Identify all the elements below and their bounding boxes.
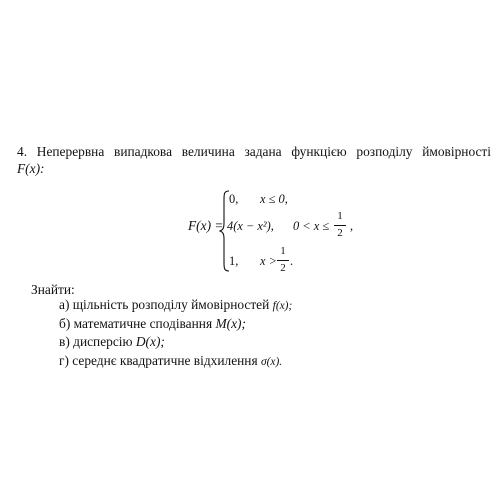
problem-text: Неперервна випадкова величина задана функцією розподілу ймовірності — [36, 144, 491, 159]
find-item-label: а) щільність розподілу ймовірностей — [59, 297, 270, 312]
case3-frac-bar — [277, 260, 289, 261]
case3-tail: . — [290, 254, 294, 268]
find-item-symbol: σ(x). — [261, 355, 283, 368]
case2-value: 4(x − x²), — [227, 219, 274, 233]
case3-condition: x > — [260, 254, 277, 268]
case2-condition: 0 < x ≤ — [293, 219, 330, 233]
problem-number: 4. — [17, 144, 28, 159]
distribution-function-name: F(x): — [17, 161, 45, 176]
formula-lhs: F(x) = — [188, 218, 224, 233]
problem-statement — [17, 143, 491, 160]
find-item-label: г) середнє квадратичне відхилення — [59, 352, 258, 368]
case1-value: 0, — [229, 192, 239, 206]
find-item-label: б) математичне сподівання — [59, 316, 213, 332]
case2-frac-bar — [334, 225, 346, 226]
find-item-symbol: f(x); — [272, 300, 293, 312]
case1-condition: x ≤ 0, — [260, 192, 288, 206]
case3-value: 1, — [229, 254, 239, 268]
left-brace-icon — [219, 190, 231, 272]
case2-frac-denominator: 2 — [337, 227, 343, 239]
case2-tail: , — [350, 219, 354, 233]
find-list — [59, 296, 292, 371]
case2-frac-numerator: 1 — [337, 210, 343, 222]
find-item-variance — [59, 333, 292, 351]
find-item-symbol: M(x); — [215, 316, 246, 332]
find-item-density — [59, 296, 292, 315]
find-item-expectation — [59, 315, 292, 333]
find-item-std-deviation — [59, 352, 292, 371]
find-title: Знайти: — [31, 282, 75, 297]
case3-frac-numerator: 1 — [280, 245, 286, 257]
find-item-label: в) дисперсію — [59, 334, 133, 350]
find-item-symbol: D(x); — [135, 334, 165, 350]
case3-frac-denominator: 2 — [280, 262, 286, 274]
